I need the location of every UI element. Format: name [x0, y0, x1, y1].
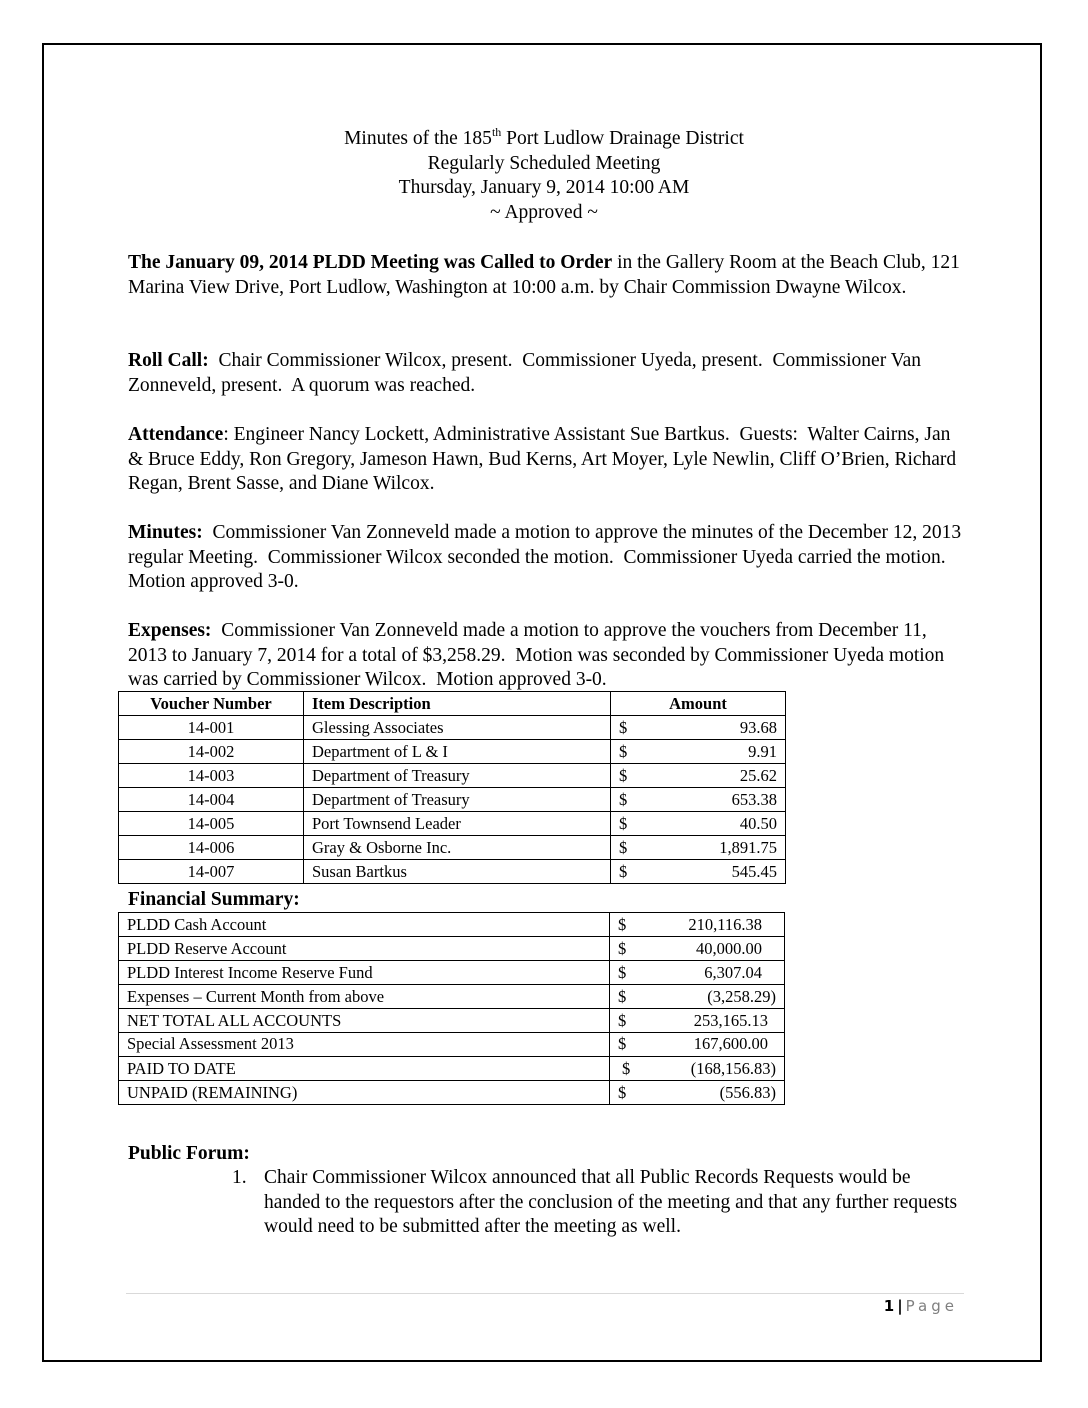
roll-call-text: Chair Commissioner Wilcox, present. Commissioner Uyeda, present. Commissioner Van Zonneveld, present. A quorum was reached. [128, 350, 926, 396]
expenses-paragraph [128, 619, 968, 693]
amount-value: 253,165.13 [693, 1010, 768, 1030]
header-amount: Amount [611, 692, 786, 716]
table-row [119, 836, 786, 860]
currency-symbol: $ [618, 938, 627, 958]
currency-symbol: $ [619, 717, 628, 737]
currency-symbol: $ [618, 1082, 627, 1102]
summary-amount [610, 937, 785, 961]
document-subtitle: Regularly Scheduled Meeting [427, 152, 661, 174]
table-row [119, 1009, 785, 1033]
voucher-amount [611, 860, 786, 884]
summary-label: PLDD Cash Account [119, 913, 610, 937]
currency-symbol: $ [619, 741, 628, 761]
page-number: 1 [883, 1297, 895, 1315]
table-row [119, 1057, 785, 1081]
summary-amount [610, 1081, 785, 1105]
table-row [119, 985, 785, 1009]
meeting-date: Thursday, January 9, 2014 10:00 AM [398, 177, 690, 198]
table-row [119, 1033, 785, 1057]
summary-label: PAID TO DATE [119, 1057, 610, 1081]
voucher-amount [611, 812, 786, 836]
document-header [0, 127, 1088, 225]
attendance-text: : Engineer Nancy Lockett, Administrative Assistant Sue Bartkus. Guests: Walter Cairns, Jan & Bruce Eddy, Ron Gregory, Jameson Hawn, Bud Kerns, Art Moyer, Lyle Newlin, Cliff O’Brien, Richard Regan, Brent Sasse, and Diane Wilcox. [128, 424, 962, 494]
footer-separator: | [897, 1297, 903, 1315]
call-to-order-heading: The January 09, 2014 PLDD Meeting was Called to Order [128, 252, 613, 273]
amount-value: 167,600.00 [693, 1034, 768, 1053]
amount-value: 653.38 [731, 789, 777, 809]
table-row [119, 764, 786, 788]
minutes-text: Commissioner Van Zonneveld made a motion to approve the minutes of the December 12, 2013 regular Meeting. Commissioner Wilcox seconded the motion. Commissioner Uyeda carried the motion. Motion approved 3-0. [128, 522, 966, 592]
table-row [119, 740, 786, 764]
voucher-amount [611, 740, 786, 764]
summary-label: Expenses – Current Month from above [119, 985, 610, 1009]
voucher-table-header [119, 692, 786, 716]
currency-symbol: $ [619, 789, 628, 809]
summary-label: Special Assessment 2013 [119, 1033, 610, 1057]
page-footer [860, 1297, 958, 1315]
summary-label: NET TOTAL ALL ACCOUNTS [119, 1009, 610, 1033]
voucher-amount [611, 764, 786, 788]
attendance-paragraph [128, 423, 968, 497]
currency-symbol: $ [619, 813, 628, 833]
amount-value: 6,307.04 [704, 962, 762, 982]
table-row [119, 913, 785, 937]
page-label: Page [905, 1297, 958, 1315]
amount-value: 25.62 [739, 765, 777, 785]
minutes-paragraph [128, 521, 968, 595]
summary-label: UNPAID (REMAINING) [119, 1081, 610, 1105]
financial-summary-title: Financial Summary: [128, 889, 300, 910]
voucher-amount [611, 788, 786, 812]
footer-divider [126, 1293, 964, 1294]
title-ordinal: th [491, 125, 502, 139]
amount-value: (168,156.83) [690, 1058, 776, 1078]
voucher-number: 14-004 [119, 788, 304, 812]
voucher-description: Port Townsend Leader [304, 812, 611, 836]
voucher-number: 14-003 [119, 764, 304, 788]
voucher-number: 14-006 [119, 836, 304, 860]
voucher-description: Department of L & I [304, 740, 611, 764]
document-title [0, 127, 1088, 152]
list-item-text: Chair Commissioner Wilcox announced that all Public Records Requests would be handed to the requestors after the conclusion of the meeting and that any further requests would need to be submitted after the meeting as well. [264, 1167, 958, 1237]
financial-summary-table [118, 912, 785, 1105]
amount-value: 93.68 [739, 717, 777, 737]
call-to-order-paragraph [128, 251, 968, 300]
table-row [119, 860, 786, 884]
table-row [119, 961, 785, 985]
summary-amount [610, 1057, 785, 1081]
expenses-text: Commissioner Van Zonneveld made a motion to approve the vouchers from December 11, 2013 to January 7, 2014 for a total of $3,258.29. Motion was seconded by Commissioner Uyeda motion was carried by Commissioner Wilcox. Motion approved 3-0. [128, 620, 950, 690]
header-voucher-number: Voucher Number [119, 692, 304, 716]
amount-value: 210,116.38 [688, 914, 762, 934]
currency-symbol: $ [619, 861, 628, 881]
summary-label: PLDD Reserve Account [119, 937, 610, 961]
minutes-label: Minutes: [128, 522, 203, 543]
table-row [119, 788, 786, 812]
currency-symbol: $ [618, 962, 627, 982]
summary-amount [610, 985, 785, 1009]
currency-symbol: $ [619, 765, 628, 785]
amount-value: (556.83) [719, 1082, 776, 1102]
summary-amount [610, 1033, 785, 1057]
call-to-order-text: in the Gallery Room at the Beach Club, 121 Marina View Drive, Port Ludlow, Washington at 10:00 a.m. by Chair Commission Dwayne Wilcox. [128, 252, 960, 298]
summary-amount [610, 961, 785, 985]
amount-value: (3,258.29) [707, 986, 776, 1006]
public-forum-title: Public Forum: [128, 1143, 250, 1164]
summary-amount [610, 1009, 785, 1033]
voucher-number: 14-001 [119, 716, 304, 740]
voucher-description: Gray & Osborne Inc. [304, 836, 611, 860]
summary-label: PLDD Interest Income Reserve Fund [119, 961, 610, 985]
voucher-amount [611, 716, 786, 740]
voucher-description: Department of Treasury [304, 788, 611, 812]
currency-symbol: $ [619, 837, 628, 857]
voucher-amount [611, 836, 786, 860]
header-item-description: Item Description [304, 692, 611, 716]
attendance-label: Attendance [128, 424, 224, 445]
currency-symbol: $ [618, 1034, 627, 1053]
currency-symbol: $ [618, 986, 627, 1006]
voucher-number: 14-005 [119, 812, 304, 836]
title-suffix: Port Ludlow Drainage District [501, 128, 744, 149]
voucher-description: Susan Bartkus [304, 860, 611, 884]
table-row [119, 716, 786, 740]
currency-symbol: $ [618, 1010, 627, 1030]
voucher-number: 14-007 [119, 860, 304, 884]
currency-symbol: $ [618, 914, 627, 934]
roll-call-paragraph [128, 349, 968, 398]
voucher-description: Glessing Associates [304, 716, 611, 740]
amount-value: 40,000.00 [696, 938, 762, 958]
amount-value: 40.50 [739, 813, 777, 833]
voucher-description: Department of Treasury [304, 764, 611, 788]
table-row [119, 812, 786, 836]
expenses-label: Expenses: [128, 620, 212, 641]
table-row [119, 1081, 785, 1105]
amount-value: 1,891.75 [719, 837, 777, 857]
voucher-table [118, 691, 786, 884]
amount-value: 9.91 [748, 741, 777, 761]
approval-status: ~ Approved ~ [490, 201, 598, 223]
summary-amount [610, 913, 785, 937]
title-prefix: Minutes of the 185 [344, 128, 492, 149]
currency-symbol: $ [622, 1058, 631, 1078]
roll-call-label: Roll Call: [128, 350, 209, 371]
table-row [119, 937, 785, 961]
list-item-number: 1. [232, 1167, 247, 1188]
voucher-number: 14-002 [119, 740, 304, 764]
amount-value: 545.45 [731, 861, 777, 881]
